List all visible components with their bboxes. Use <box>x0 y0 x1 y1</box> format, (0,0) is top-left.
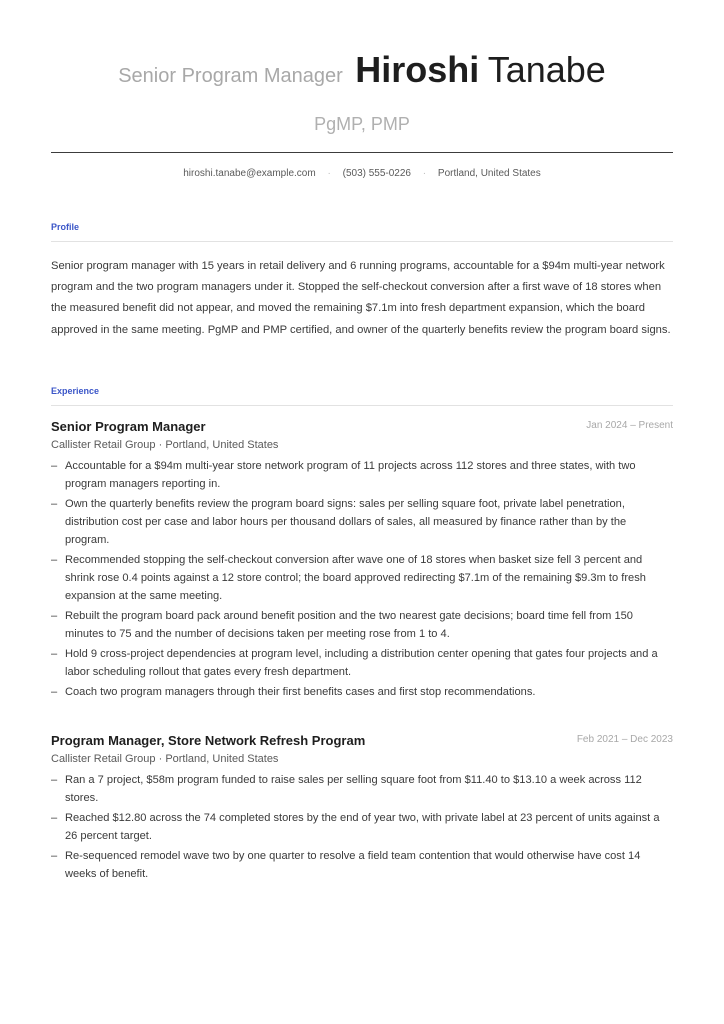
job-title: Senior Program Manager <box>51 419 206 434</box>
job-bullets <box>51 771 673 883</box>
experience-heading: Experience <box>51 386 100 396</box>
job-bullet: – Re-sequenced remodel wave two by one quarter to resolve a field team contention that would otherwise have cost 14 weeks of benefit. <box>51 847 673 883</box>
job-bullet: – Accountable for a $94m multi-year store network program of 11 projects across 112 stores and three states, with two program managers reporting in. <box>51 457 673 493</box>
contact-separator: · <box>327 168 331 179</box>
job-bullet: – Ran a 7 project, $58m program funded to raise sales per selling square foot from $11.40 to $13.10 a week across 112 stores. <box>51 771 673 807</box>
job-bullet: – Recommended stopping the self-checkout conversion after wave one of 18 stores when basket size fell 3 percent and shrink rose 0.4 points against a 12 store control; the board approved redirecting $7.1m of the remaining $9.3m to fresh expansion at the same meeting. <box>51 551 673 605</box>
job-bullet: – Rebuilt the program board pack around benefit position and the two nearest gate decisions; board time fell from 150 minutes to 75 and the number of decisions taken per meeting rose from 1 to 4. <box>51 607 673 643</box>
profile-heading: Profile <box>51 222 80 232</box>
name-line <box>0 48 724 100</box>
job-company: Callister Retail Group · Portland, United States <box>51 439 279 451</box>
header-divider <box>51 152 673 153</box>
contact-email[interactable]: hiroshi.tanabe@example.com <box>183 168 316 179</box>
contact-location: Portland, United States <box>437 168 541 179</box>
job-bullets <box>51 457 673 701</box>
contact-separator: · <box>422 168 427 179</box>
job-bullet: – Coach two program managers through their first benefits cases and first stop recommendations. <box>51 683 673 701</box>
profile-divider <box>51 241 673 242</box>
credentials: PgMP, PMP <box>314 114 410 134</box>
job-dates: Jan 2024 – Present <box>586 420 673 431</box>
profile-text: Senior program manager with 15 years in retail delivery and 6 running programs, accountable for a $94m multi-year network program and the two program managers under it. Stopped the self-checkout conversion after a first wave of 18 stores when the measured benefit did not appear, and moved the remaining $7.1m into fresh department expansion, which the board approved in the same meeting. PgMP and PMP certified, and owner of the quarterly benefits review the program board signs. <box>51 260 671 336</box>
experience-divider <box>51 405 673 406</box>
contact-phone[interactable]: (503) 555-0226 <box>342 168 411 179</box>
contact-line <box>51 168 673 179</box>
job-entry <box>51 418 673 703</box>
first-name: Hiroshi <box>355 49 480 90</box>
job-company: Callister Retail Group · Portland, United States <box>51 753 279 765</box>
job-bullet: – Reached $12.80 across the 74 completed stores by the end of year two, with private label at 23 percent of units against a 26 percent target. <box>51 809 673 845</box>
last-name: Tanabe <box>487 49 606 90</box>
job-bullet: – Own the quarterly benefits review the program board signs: sales per selling square foot, private label penetration, distribution cost per case and labor hours per thousand dollars of sales, all measured by finance rather than by the program. <box>51 495 673 549</box>
job-bullet: – Hold 9 cross-project dependencies at program level, including a distribution center opening that gates four projects and a labor scheduling rollout that gates every fresh department. <box>51 645 673 681</box>
headline-role: Senior Program Manager <box>118 65 343 87</box>
resume-header <box>0 48 724 135</box>
job-dates: Feb 2021 – Dec 2023 <box>576 734 673 745</box>
job-entry <box>51 732 673 885</box>
job-header <box>51 732 673 750</box>
job-header <box>51 418 673 436</box>
job-title: Program Manager, Store Network Refresh Program <box>51 733 366 748</box>
